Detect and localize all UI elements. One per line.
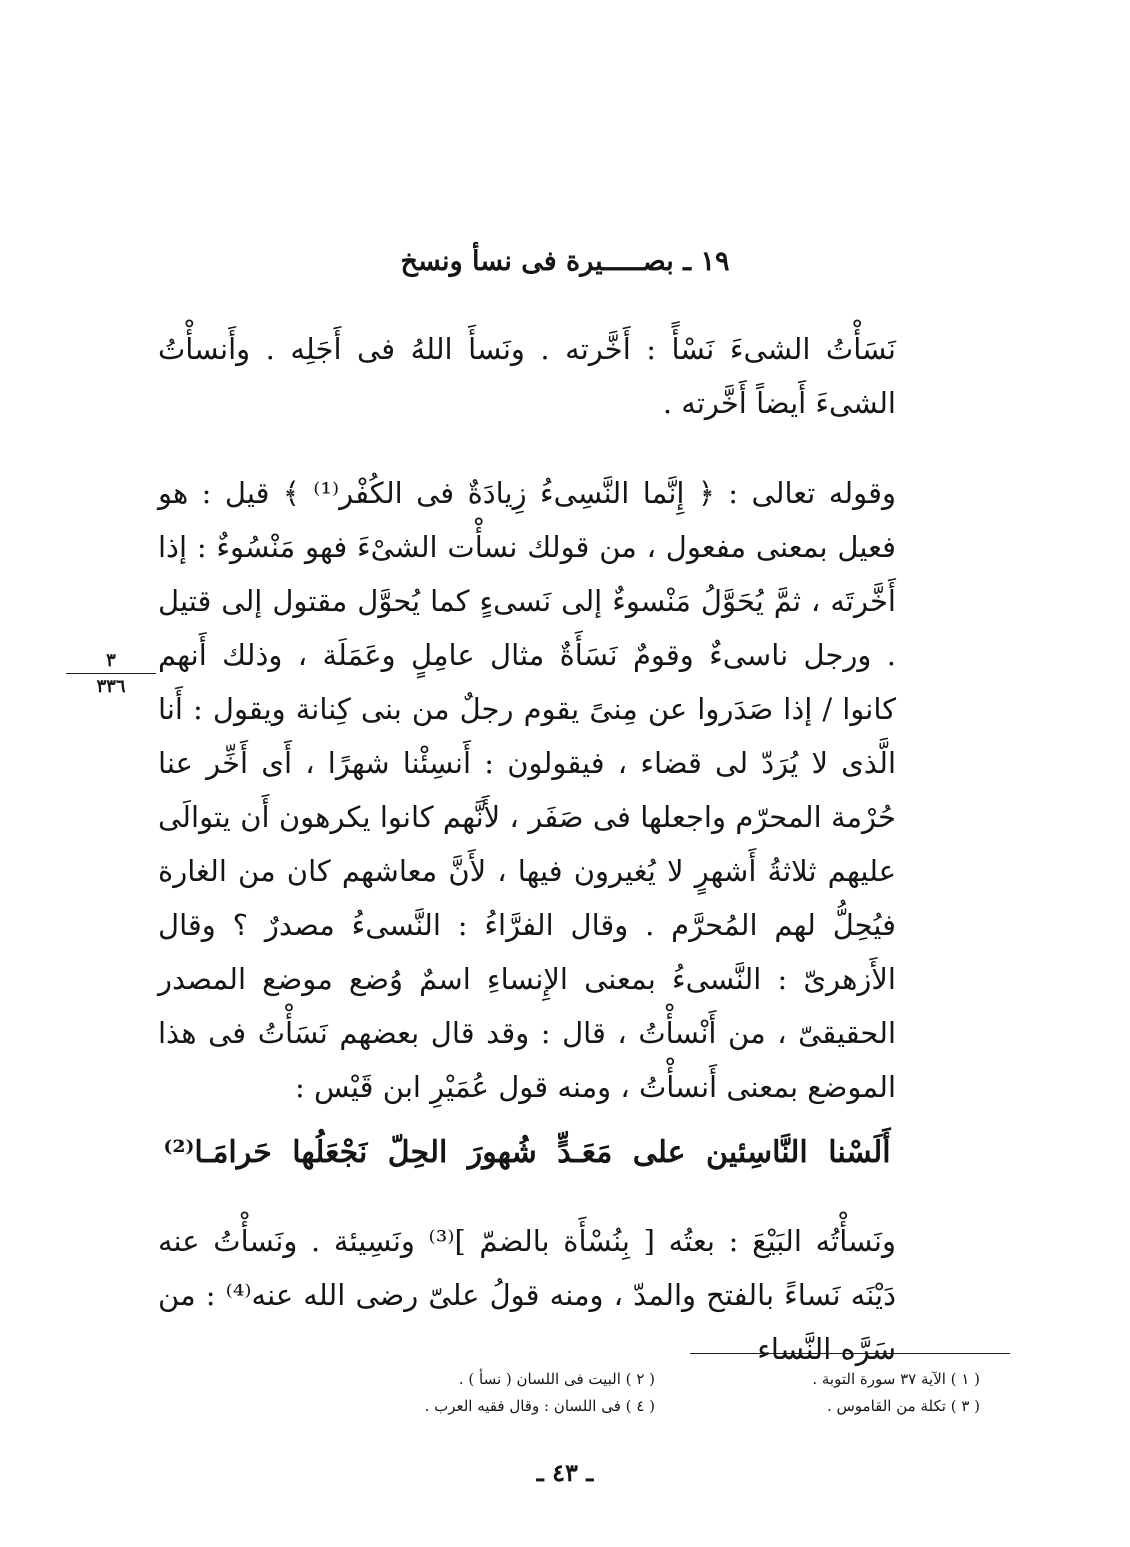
section-heading: ١٩ ـ بصـــــيرة فى نسأ ونسخ xyxy=(400,246,730,277)
page-number: ـ ٤٣ ـ xyxy=(536,1458,594,1487)
margin-ref-line xyxy=(66,673,156,674)
footnote-4: ( ٤ ) فى اللسان : وقال فقيه العرب . xyxy=(424,1397,655,1415)
margin-ref-top: ٣ xyxy=(106,650,116,671)
footnote-1: ( ١ ) الآية ٣٧ سورة التوبة . xyxy=(812,1370,980,1388)
footnote-divider xyxy=(690,1353,1010,1354)
margin-page-reference xyxy=(66,650,156,697)
footnote-3: ( ٣ ) تكلة من القاموس . xyxy=(826,1397,980,1415)
footnote-2: ( ٢ ) البيت فى اللسان ( نسأ ) . xyxy=(458,1370,655,1388)
paragraph-commentary: وقوله تعالى : ﴿ إِنَّما النَّسِىءُ زِيادَةٌ فى الكُفْر⁽¹⁾ ﴾ قيل : هو فعيل بمعنى مفعول ، من قولك نسأْت الشىْءَ فهو مَنْسُوءٌ : إذا أَخَّرتَه ، ثمَّ يُحَوَّلُ مَنْسوءٌ إلى نَسىءٍ كما يُحوَّل مقتول إلى قتيل . ورجل ناسىءٌ وقومٌ نَسَأَةٌ مثال عامِلٍ وعَمَلَة ، وذلك أَنهم كانوا / إذا صَدَروا عن مِنىً يقوم رجلٌ من بنى كِنانة ويقول : أَنا الَّذى لا يُرَدّ لى قضاء ، فيقولون : أَنسِئْنا شهرًا ، أَى أَخِّر عنا حُرْمة المحرّم واجعلها فى صَفَر ، لأَنَّهم كانوا يكرهون أَن يتوالَى عليهم ثلاثةُ أَشهرٍ لا يُغيرون فيها ، لأَنَّ معاشهم كان من الغارة فيُحِلُّ لهم المُحرَّم . وقال الفرَّاءُ : النَّسىءُ مصدرٌ ؟ وقال الأَزهرىّ : النَّسىءُ بمعنى الإِنساءِ اسمٌ وُضع موضع المصدر الحقيقىّ ، من أَنْسأْتُ ، قال : وقد قال بعضهم نَسَأْتُ فى هذا الموضع بمعنى أَنسأْتُ ، ومنه قول عُمَيْرِ ابن قَيْس : xyxy=(158,476,896,1104)
footnote-row xyxy=(330,1393,980,1420)
margin-ref-bottom: ٣٣٦ xyxy=(96,676,126,697)
footnotes xyxy=(330,1366,980,1420)
paragraph-sale: ونَسأْتُه البَيْعَ : بعتُه [ بِنُسْأَة بالضمّ ]⁽³⁾ ونَسِيئة . ونَسأْتُ عنه دَيْنَه نَساءً بالفتح والمدّ ، ومنه قولُ علىّ رضى الله عنه⁽⁴⁾ : من سَرَّه النَّساء xyxy=(158,1224,896,1366)
paragraph-definition: نَسَأْتُ الشىءَ نَسْأً : أَخَّرته . ونَسأَ اللهُ فى أَجَلِه . وأَنسأْتُ الشىءَ أَيضاً أَخَّرته . xyxy=(158,332,896,420)
poetry-verse: أَلَسْنا النَّاسِئين على مَعَـدٍّ شُهورَ الحِلّ نَجْعَلُها حَرامَـا⁽²⁾ xyxy=(163,1135,891,1170)
footnote-row xyxy=(330,1366,980,1393)
